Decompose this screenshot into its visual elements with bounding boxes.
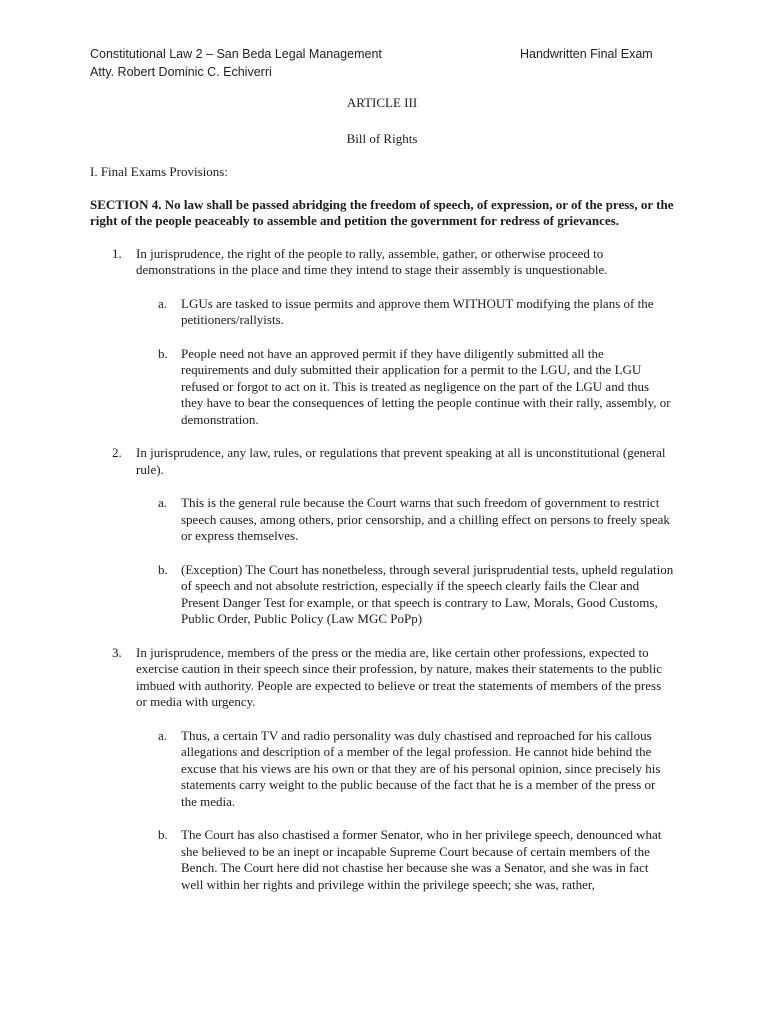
document-body: [90, 95, 674, 910]
list-item-text: In jurisprudence, the right of the people to rally, assemble, gather, or otherwise proceed to demonstrations in the place and time they intend to stage their assembly is unquestionable.: [136, 245, 608, 277]
list-item-1: [90, 246, 674, 279]
list-item-text: In jurisprudence, any law, rules, or regulations that prevent speaking at all is unconstitutional (general rule).: [136, 445, 666, 477]
list-item-number: 2.: [112, 445, 122, 460]
sub-item-2b: [90, 562, 674, 628]
sub-item-letter: a.: [158, 727, 168, 743]
sub-item-text: Thus, a certain TV and radio personality was duly chastised and reproached for his callous allegations and description of a member of the legal profession. He cannot hide behind the excuse that his views are his own or that they are of his personal opinion, since precisely his statements carry weight to the public because of the fact that he is a member of the press or the media.: [181, 727, 661, 809]
list-item-number: 1.: [112, 245, 122, 261]
sub-item-text: This is the general rule because the Court warns that such freedom of government to restrict speech causes, among others, prior censorship, and a chilling effect on persons to freely speak or express themselves.: [181, 495, 670, 543]
sub-item-text: People need not have an approved permit if they have diligently submitted all the requirements and duly submitted their application for a permit to the LGU, and the LGU refused or forgot to act on it. This is treated as negligence on the part of the LGU and thus they have to bear the consequences of letting the people continue with their rally, assembly, or demonstration.: [181, 345, 671, 427]
header-exam-type: Handwritten Final Exam: [520, 47, 653, 61]
sub-item-letter: b.: [158, 345, 168, 361]
list-item-2: [90, 445, 674, 478]
list-item-text: In jurisprudence, members of the press or the media are, like certain other professions, expected to exercise caution in their speech since their profession, by nature, makes their statements to the public imbued with authority. People are expected to believe or treat the statements of members of the press or media with urgency.: [136, 644, 662, 709]
provisions-heading: I. Final Exams Provisions:: [90, 164, 228, 179]
sub-item-text: The Court has also chastised a former Senator, who in her privilege speech, denounced what she believed to be an inept or incapable Supreme Court because of certain members of the Bench. The Court here did not chastise her because she was a Senator, and she was in fact well within her rights and privilege within the privilege speech; she was, rather,: [181, 827, 662, 892]
sub-item-text: (Exception) The Court has nonetheless, through several jurisprudential tests, upheld regulation of speech and not absolute restriction, especially if the speech clearly fails the Clear and Present Danger Test for example, or that speech is contrary to Law, Morals, Good Customs, Public Order, Public Policy (Law MGC PoPp): [181, 561, 674, 626]
sub-item-1b: [90, 346, 674, 429]
sub-item-text: LGUs are tasked to issue permits and approve them WITHOUT modifying the plans of the petitioners/rallyists.: [181, 295, 654, 327]
sub-item-2a: [90, 495, 674, 545]
sub-item-letter: b.: [158, 827, 168, 842]
sub-item-letter: a.: [158, 495, 168, 510]
sub-item-3b: [90, 827, 674, 893]
list-item-number: 3.: [112, 644, 122, 660]
sub-item-3a: [90, 728, 674, 811]
article-heading: ARTICLE III: [346, 95, 418, 110]
header-course: Constitutional Law 2 – San Beda Legal Management: [90, 47, 382, 61]
article-title: Bill of Rights: [346, 130, 418, 146]
sub-item-letter: a.: [158, 295, 168, 311]
sub-item-1a: [90, 296, 674, 329]
section-text: SECTION 4. No law shall be passed abridging the freedom of speech, of expression, or of the press, or the right of the people peaceably to assemble and petition the government for redress of grievances.: [90, 196, 674, 228]
header-professor: Atty. Robert Dominic C. Echiverri: [90, 65, 272, 79]
list-item-3: [90, 645, 674, 711]
sub-item-letter: b.: [158, 561, 168, 577]
